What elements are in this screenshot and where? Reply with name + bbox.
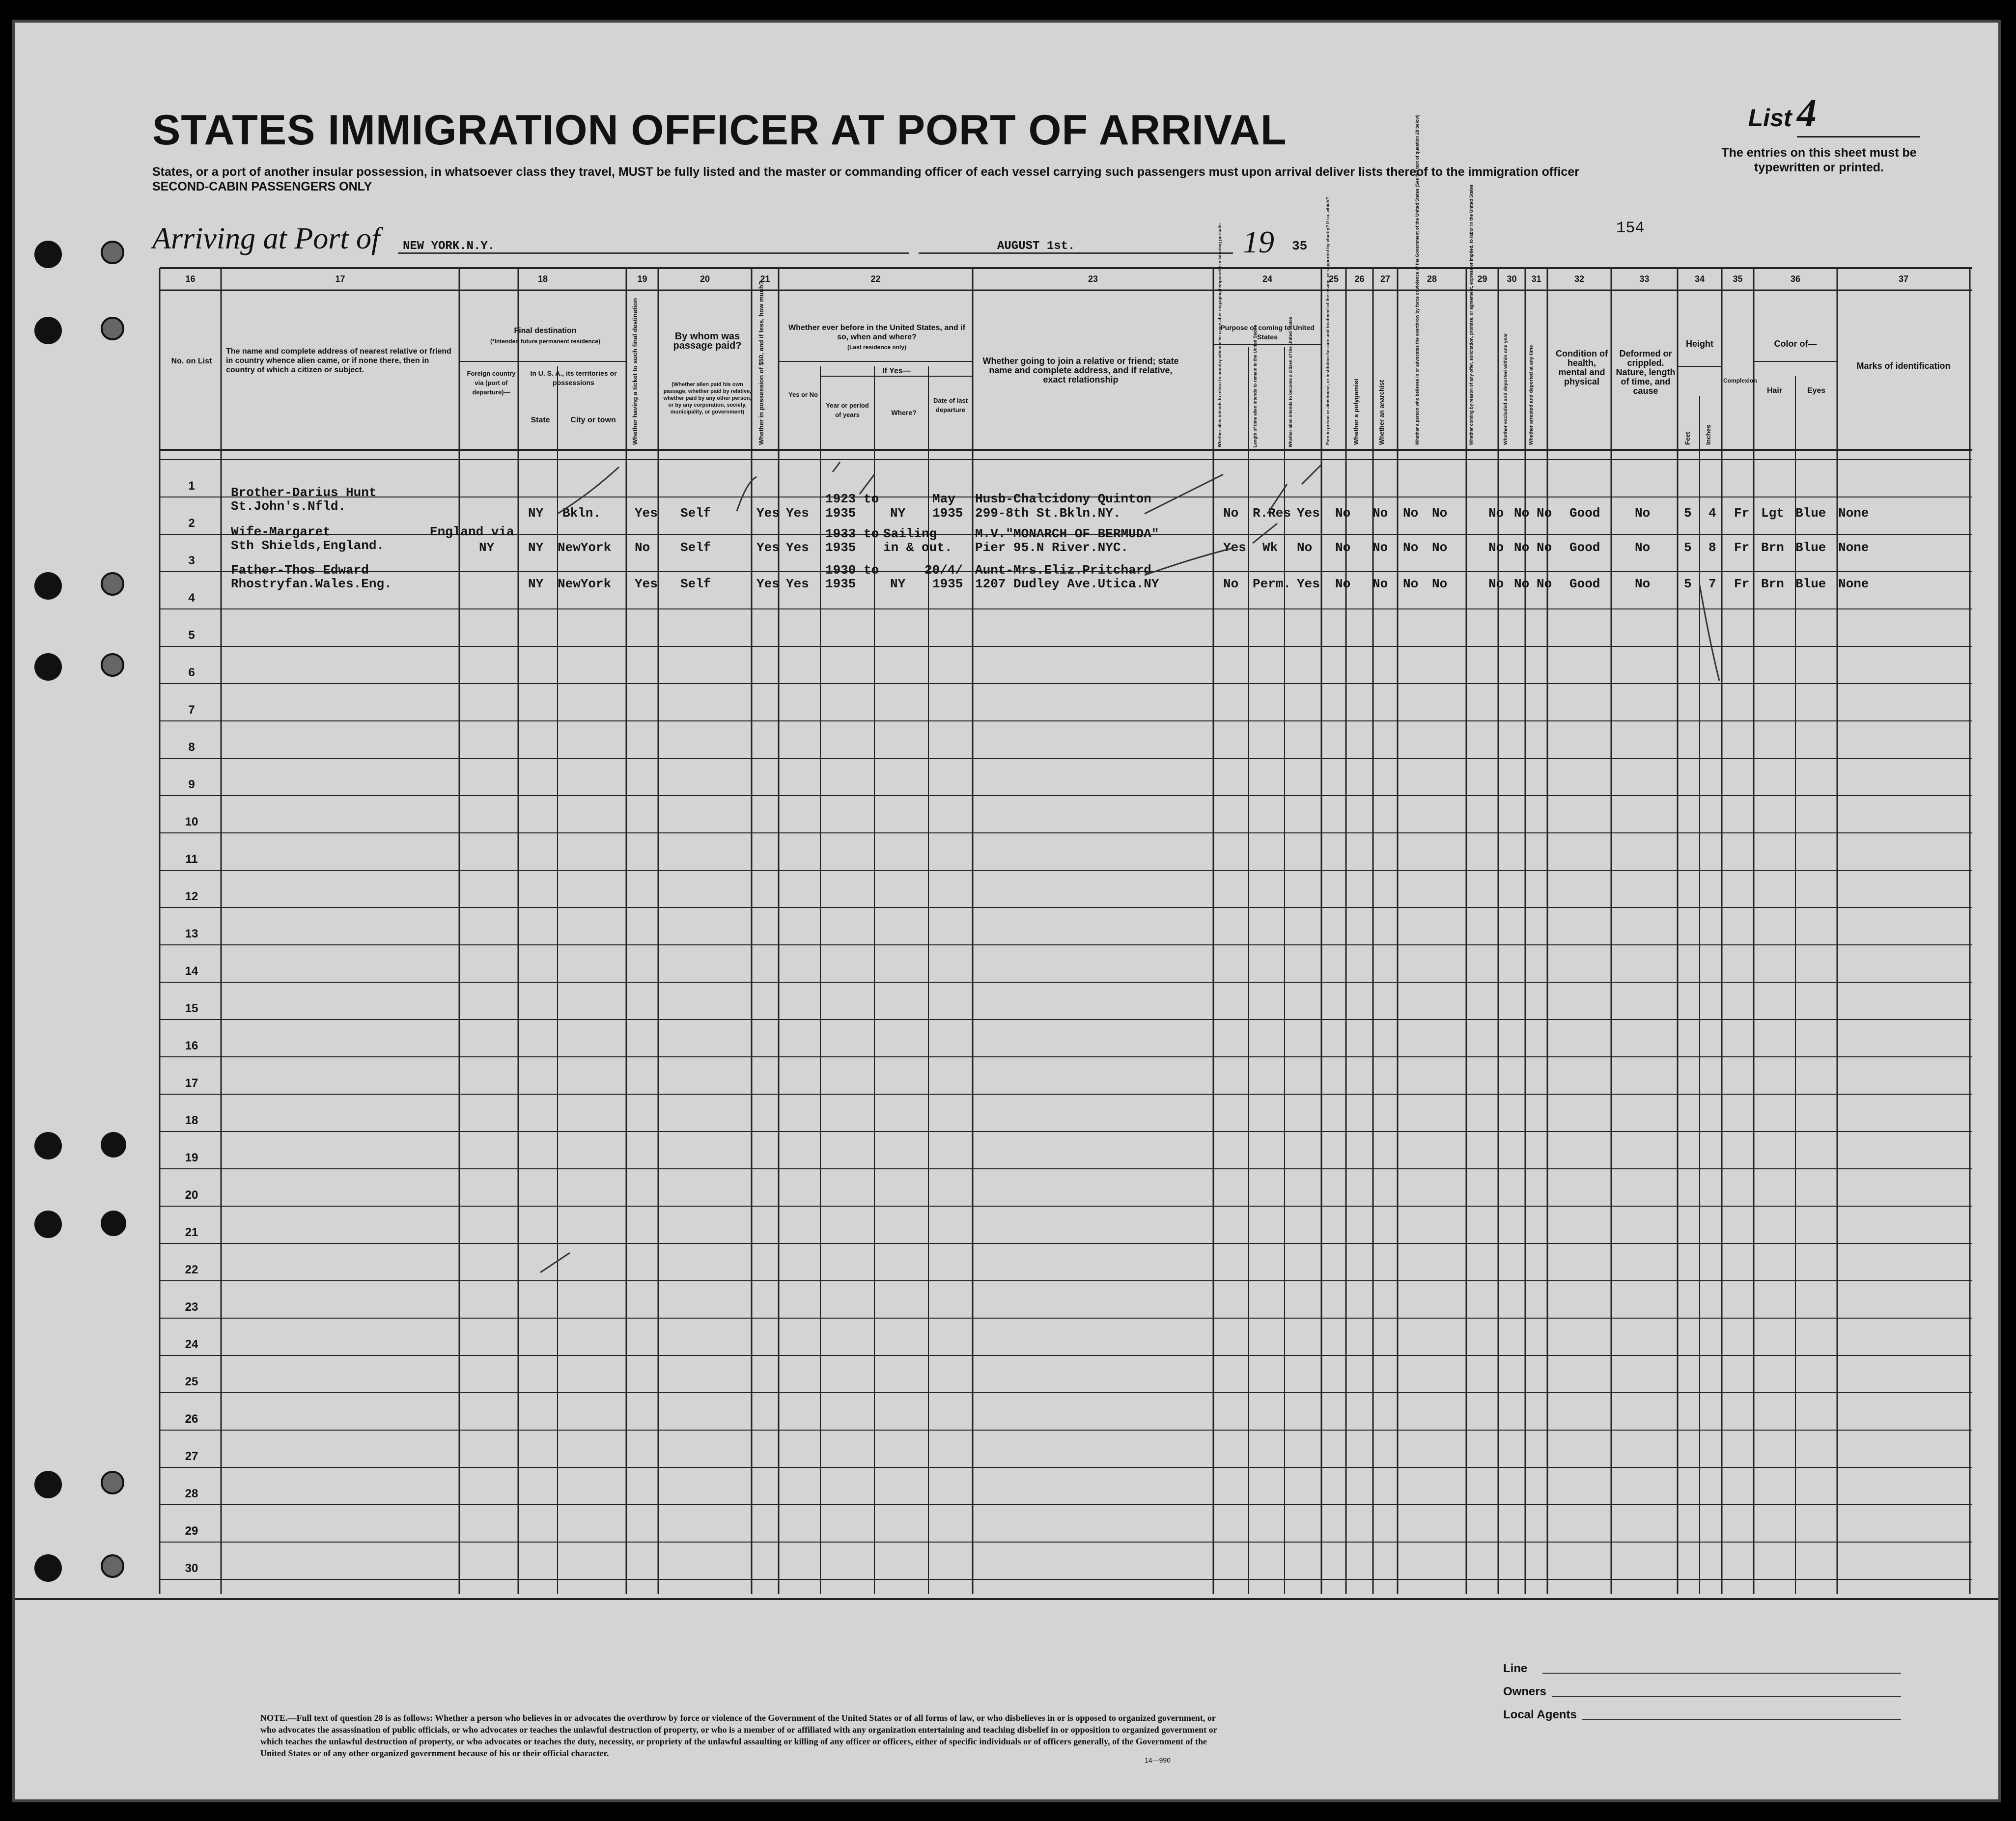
binder-hole (101, 653, 124, 677)
departure-year: 1935 (932, 577, 963, 591)
column-number: 25 (1328, 274, 1339, 284)
row-number: 2 (188, 517, 195, 530)
purpose-c: Yes (1297, 506, 1320, 521)
pencil-tick-purpose (1253, 465, 1321, 543)
health: Good (1569, 540, 1600, 555)
header-relative-abroad: The name and complete address of nearest relative or friend in country whence alien came, or if none there, then in country of which a citizen or subject. (226, 347, 451, 374)
arriving-label: Arriving at Port of (152, 222, 380, 255)
header-before-note: (Last residence only) (847, 344, 907, 351)
header-inches: Inches (1705, 424, 1712, 445)
city: Bkln. (562, 506, 601, 521)
before-where: NY (890, 506, 906, 521)
row-number: 18 (185, 1114, 198, 1127)
binder-hole (101, 1554, 124, 1578)
height-inches: 7 (1708, 577, 1716, 591)
relative-abroad: Father-Thos Edward (231, 563, 369, 578)
question-28-note: NOTE.—Full text of question 28 is as follows: Whether a person who believes in or advocates the overthrow by force or violence of the Government of the United States or of all forms of law, or who disbelieves in or is opposed to organized government, or who advocates the assassination of public officials, or who advocates or teaches the unlawful destruction of property, or who is a member of or affiliated with any organization entertaining and teaching disbelief in or opposition to organized government or which teaches the unlawful destruction of property, or who advocates or teaches the duty, necessity, or propriety of the unlawful assaulting or killing of any officer or officers, either of specific individuals or of officers generally, of the Government of the United States or of any other organized government because of his or their official character. (260, 1713, 1217, 1758)
header-ticket: Whether having a ticket to such final destination (631, 298, 639, 445)
passage-paid: Self (680, 577, 711, 591)
manifest-sheet (12, 20, 2001, 1802)
binder-hole (101, 1132, 126, 1158)
header-if-yes: If Yes— (882, 367, 911, 375)
col-30: No (1514, 540, 1530, 555)
header-money: Whether in possession of $50, and if less, how much? (757, 281, 765, 445)
binder-hole (101, 317, 124, 340)
row-number: 3 (188, 554, 195, 567)
relative-abroad-address: Sth Shields,England. (231, 538, 385, 553)
state: NY (528, 540, 544, 555)
column-number: 34 (1694, 274, 1705, 284)
height-feet: 5 (1684, 540, 1692, 555)
pencil-line-row3 (1145, 548, 1233, 575)
joining: Husb-Chalcidony Quinton (975, 492, 1151, 506)
header-eyes: Eyes (1807, 386, 1826, 395)
joining-address: Pier 95.N River.NYC. (975, 540, 1129, 555)
passage-paid: Self (680, 540, 711, 555)
purpose-b: Perm. (1253, 577, 1291, 591)
col-27: No (1403, 540, 1419, 555)
header-hair: Hair (1766, 386, 1783, 395)
city: NewYork (558, 577, 612, 591)
eyes: Blue (1795, 540, 1826, 555)
relative-abroad-address: St.John's.Nfld. (231, 499, 346, 514)
relative-abroad-address: Rhostryfan.Wales.Eng. (231, 577, 392, 591)
row-number: 19 (185, 1151, 198, 1164)
row-number: 13 (185, 927, 198, 940)
column-number: 33 (1639, 274, 1650, 284)
before-period-end: 1935 (825, 540, 856, 555)
page-stamp: 154 (1616, 219, 1645, 237)
row-number: 23 (185, 1300, 198, 1314)
ticket: Yes (635, 506, 658, 521)
binder-hole (34, 1211, 62, 1238)
col-31: No (1537, 540, 1552, 555)
header-prison: Ever in prison or almshouse, or institution for care and treatment of the insane, or supported by charity? If so, which? (1325, 197, 1330, 445)
header-yes-no: Yes or No (788, 391, 818, 398)
relative-abroad: Brother-Darius Hunt (231, 485, 377, 500)
purpose-b: R.Res (1253, 506, 1291, 521)
column-number: 37 (1898, 274, 1909, 284)
pencil-tick-before (833, 462, 874, 494)
header-purpose-c: Whether alien intends to become a citizen of the United States (1288, 316, 1293, 447)
eyes: Blue (1795, 577, 1826, 591)
departure-date: May (932, 492, 955, 506)
header-city: City or town (570, 416, 616, 424)
marks: None (1838, 540, 1869, 555)
header-where: Where? (891, 409, 917, 416)
entries-note: The entries on this sheet must be typewritten or printed. (1721, 146, 1917, 174)
header-date-departure: Date of last departure (933, 397, 968, 414)
row-number: 27 (185, 1450, 198, 1463)
deformed: No (1635, 540, 1651, 555)
money: Yes (756, 577, 780, 591)
column-number: 24 (1262, 274, 1273, 284)
binder-hole (34, 241, 62, 268)
line-label: Line (1503, 1662, 1528, 1675)
joining: Aunt-Mrs.Eliz.Pritchard (975, 563, 1151, 578)
binder-hole (101, 1471, 124, 1494)
row-number: 7 (188, 703, 195, 717)
pencil-stray-marks (540, 585, 1719, 1272)
binder-hole (34, 653, 62, 681)
before-yes-no: Yes (786, 506, 809, 521)
row-number: 21 (185, 1226, 198, 1239)
complexion: Fr (1734, 540, 1750, 555)
column-number: 19 (637, 274, 647, 284)
column-number: 30 (1507, 274, 1517, 284)
col-30: No (1514, 506, 1530, 521)
before-period: 1923 to (825, 492, 879, 506)
before-period-end: 1935 (825, 577, 856, 591)
hair: Brn (1761, 577, 1784, 591)
col-29: No (1488, 577, 1504, 591)
joining-address: 1207 Dudley Ave.Utica.NY (975, 577, 1159, 591)
passage-paid: Self (680, 506, 711, 521)
height-inches: 8 (1708, 540, 1716, 555)
pencil-tick-money (737, 477, 756, 511)
col-25: No (1335, 506, 1351, 521)
row-number: 25 (185, 1375, 198, 1388)
owners-label: Owners (1503, 1685, 1547, 1698)
header-joining: Whether going to join a relative or friend; state name and complete address, and if relative, exact relationship (982, 356, 1179, 385)
col-28: No (1432, 577, 1448, 591)
height-feet: 5 (1684, 506, 1692, 521)
local-agents-label: Local Agents (1503, 1708, 1577, 1721)
joining: M.V."MONARCH OF BERMUDA" (975, 526, 1159, 541)
header-passage-note: (Whether alien paid his own passage, whether paid by relative, whether paid by any other person, or by any corporation, society, municipality, or government) (663, 382, 752, 415)
departure-date: 20/4/ (924, 563, 963, 578)
eyes: Blue (1795, 506, 1826, 521)
col-26: No (1372, 506, 1388, 521)
deformed: No (1635, 577, 1651, 591)
row-number: 22 (185, 1263, 198, 1276)
header-purpose: Purpose of coming to United States (1220, 324, 1315, 341)
header-feet: Feet (1684, 432, 1691, 445)
money: Yes (756, 506, 780, 521)
header-purpose-b: Length of time alien intends to remain in the United States (1253, 325, 1258, 447)
row-number: 6 (188, 666, 195, 679)
purpose-a: Yes (1223, 540, 1246, 555)
binder-hole (101, 572, 124, 596)
col-26: No (1372, 577, 1388, 591)
row-number: 11 (185, 853, 198, 866)
pencil-tick-joining (1145, 474, 1223, 514)
header-q28: Whether a person who believes in or advocates the overthrow by force or violence of the Government of the United States (See full text of question 28 below) (1415, 114, 1420, 445)
col-30: No (1514, 577, 1530, 591)
row-number: 15 (185, 1002, 198, 1015)
height-inches: 4 (1708, 506, 1716, 521)
column-number: 22 (870, 274, 881, 284)
binder-hole (34, 317, 62, 344)
purpose-a: No (1223, 506, 1239, 521)
row-number: 4 (188, 591, 195, 605)
header-passage-paid: By whom was passage paid? (673, 331, 742, 351)
list-label: List (1748, 104, 1792, 132)
year-prefix: 19 (1243, 224, 1274, 259)
row-number: 12 (185, 890, 198, 903)
column-number: 32 (1574, 274, 1585, 284)
complexion: Fr (1734, 506, 1750, 521)
column-number: 21 (760, 274, 770, 284)
deformed: No (1635, 506, 1651, 521)
state: NY (528, 506, 544, 521)
purpose-c: Yes (1297, 577, 1320, 591)
purpose-b: Wk (1262, 540, 1278, 555)
col-27: No (1403, 506, 1419, 521)
before-where: Sailing (883, 526, 937, 541)
purpose-a: No (1223, 577, 1239, 591)
hair: Brn (1761, 540, 1784, 555)
money: Yes (756, 540, 780, 555)
form-code: 14—990 (1145, 1756, 1171, 1764)
binder-hole (101, 1211, 126, 1236)
hair: Lgt (1761, 506, 1784, 521)
header-color-of: Color of— (1774, 339, 1817, 349)
header-marks: Marks of identification (1856, 361, 1951, 371)
header-anarchist: Whether an anarchist (1378, 380, 1385, 445)
ticket: No (635, 540, 650, 555)
row-number: 17 (185, 1076, 198, 1090)
row-number: 29 (185, 1524, 198, 1538)
year-suffix: 35 (1292, 239, 1308, 253)
header-foreign-country: Foreign country via (port of departure)— (467, 370, 516, 396)
city: NewYork (558, 540, 612, 555)
column-number: 27 (1380, 274, 1391, 284)
column-number: 31 (1531, 274, 1541, 284)
header-complexion: Complexion (1723, 377, 1757, 384)
header-deformed: Deformed or crippled. Nature, length of time, and cause (1616, 349, 1676, 396)
before-yes-no: Yes (786, 577, 809, 591)
binder-hole (101, 241, 124, 264)
row-number: 28 (185, 1487, 198, 1500)
before-where-detail: in & out. (883, 540, 952, 555)
instructions-line: States, or a port of another insular possession, in whatsoever class they travel, MUST be fully listed and the master or commanding officer of each vessel carrying such passengers must upon arrival deliver lists thereof to the immigration officer (152, 165, 1579, 179)
column-number: 16 (185, 274, 196, 284)
purpose-c: No (1297, 540, 1313, 555)
before-where: NY (890, 577, 906, 591)
before-period: 1930 to (825, 563, 879, 578)
before-period-end: 1935 (825, 506, 856, 521)
ticket: Yes (635, 577, 658, 591)
before-yes-no: Yes (786, 540, 809, 555)
column-number: 23 (1088, 274, 1098, 284)
header-in-usa: In U. S. A., its territories or possessions (530, 369, 617, 386)
header-q29: Whether coming by reason of any offer, solicitation, promise, or agreement, express or implied, to labor in the United States (1469, 184, 1474, 445)
health: Good (1569, 577, 1600, 591)
row-number: 9 (188, 778, 195, 791)
col-29: No (1488, 506, 1504, 521)
binder-hole (34, 572, 62, 600)
column-number: 35 (1733, 274, 1743, 284)
header-final-destination: Final destination (514, 327, 577, 335)
binder-hole (34, 1132, 62, 1159)
binder-hole (34, 1554, 62, 1582)
header-health: Condition of health, mental and physical (1556, 349, 1608, 386)
relative-abroad: Wife-Margaret (231, 524, 331, 539)
column-number: 17 (335, 274, 345, 284)
col-27: No (1403, 577, 1419, 591)
arrival-date: AUGUST 1st. (997, 240, 1075, 253)
before-period: 1933 to (825, 526, 879, 541)
col-25: No (1335, 540, 1351, 555)
port-of-arrival: NEW YORK.N.Y. (403, 240, 495, 253)
col-26: No (1372, 540, 1388, 555)
row-number: 1 (188, 479, 195, 493)
complexion: Fr (1734, 577, 1750, 591)
column-number: 20 (700, 274, 710, 284)
header-polygamist: Whether a polygamist (1352, 378, 1360, 445)
column-number: 28 (1427, 274, 1437, 284)
pencil-tick-city (558, 467, 619, 514)
row-number: 24 (185, 1338, 198, 1351)
header-q31: Whether arrested and deported at any time (1529, 345, 1534, 445)
column-number: 29 (1477, 274, 1487, 284)
row-number: 10 (185, 815, 198, 828)
binder-hole (34, 1471, 62, 1498)
state: NY (528, 577, 544, 591)
column-number: 36 (1790, 274, 1801, 284)
class-line: SECOND-CABIN PASSENGERS ONLY (152, 180, 372, 193)
health: Good (1569, 506, 1600, 521)
departure-year: 1935 (932, 506, 963, 521)
col-28: No (1432, 540, 1448, 555)
row-number: 20 (185, 1188, 198, 1202)
row-number: 14 (185, 965, 198, 978)
header-state: State (531, 416, 550, 424)
relative-abroad-route: England via (430, 524, 514, 539)
marks: None (1838, 577, 1869, 591)
row-number: 16 (185, 1039, 198, 1052)
header-q30: Whether excluded and deported within one year (1503, 333, 1509, 445)
marks: None (1838, 506, 1869, 521)
col-28: No (1432, 506, 1448, 521)
row-number: 8 (188, 741, 195, 754)
list-number: 4 (1797, 91, 1920, 138)
col-29: No (1488, 540, 1504, 555)
header-purpose-a: Whether alien intends to return to country whence he came after engaging temporarily in laboring pursuits (1217, 223, 1222, 447)
header-height: Height (1686, 339, 1713, 349)
column-number: 18 (537, 274, 548, 284)
col-25: No (1335, 577, 1351, 591)
header-year-period: Year or period of years (826, 402, 869, 418)
row-number: 5 (188, 629, 195, 642)
row-number: 26 (185, 1412, 198, 1426)
handwritten-marks (15, 23, 2001, 1802)
foreign-country: NY (479, 540, 495, 555)
header-no-on-list: No. on List (171, 357, 212, 365)
height-feet: 5 (1684, 577, 1692, 591)
column-number: 26 (1354, 274, 1365, 284)
joining-address: 299-8th St.Bkln.NY. (975, 506, 1121, 521)
col-31: No (1537, 577, 1552, 591)
header-final-destination-note: (*Intended future permanent residence) (490, 338, 601, 345)
col-31: No (1537, 506, 1552, 521)
row-number: 30 (185, 1562, 198, 1575)
page-title: STATES IMMIGRATION OFFICER AT PORT OF ARRIVAL (152, 107, 1287, 154)
header-before-in-us: Whether ever before in the United States, and if so, when and where? (788, 324, 966, 341)
